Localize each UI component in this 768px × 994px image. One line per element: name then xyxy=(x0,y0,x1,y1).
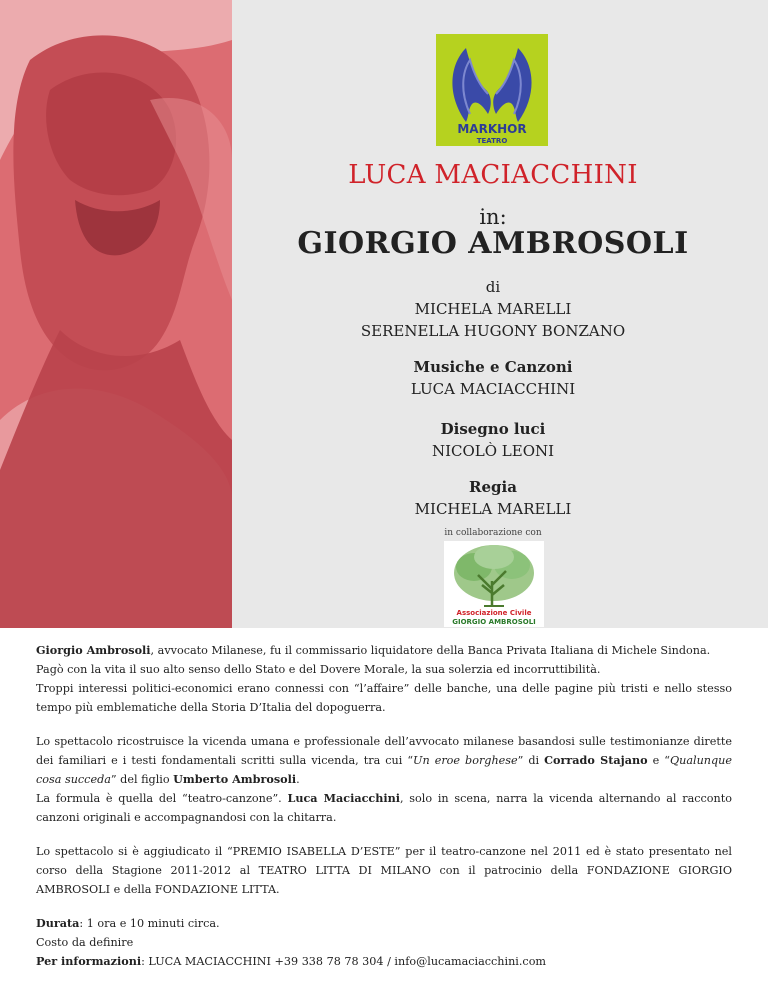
markhor-teatro-logo xyxy=(436,34,548,146)
p2-text-b: ” di xyxy=(517,754,545,767)
lights-label: Disegno luci xyxy=(440,420,546,438)
performer-bold: Luca Maciacchini xyxy=(287,791,400,805)
author-umberto: Umberto Ambrosoli xyxy=(173,772,297,786)
p2-text-e: . xyxy=(296,773,300,786)
p1-rest: , avvocato Milanese, fu il commissario liquidatore della Banca Privata Italiana di Michele Sindona. xyxy=(150,644,711,657)
teatro-wordmark: TEATRO xyxy=(476,137,508,145)
portrait-photo xyxy=(0,0,232,628)
tree-icon xyxy=(444,541,544,627)
p2-line2-b: , solo in scena, narra la vicenda alternando al racconto canzoni originali e accompagnandosi con la chitarra. xyxy=(36,792,732,824)
markhor-wordmark: MARKHOR xyxy=(457,122,527,136)
associazione-ambrosoli-logo xyxy=(444,541,544,627)
description-body xyxy=(36,641,732,971)
by-label: di xyxy=(485,278,501,296)
paragraph-2 xyxy=(36,732,732,827)
association-line-2: GIORGIO AMBROSOLI xyxy=(452,618,536,626)
duration-label: Durata xyxy=(36,916,80,930)
duration-value: : 1 ora e 10 minuti circa. xyxy=(79,917,220,930)
book-title-1: Un eroe borghese xyxy=(413,754,518,767)
collaboration-label: in collaborazione con xyxy=(444,528,542,538)
performer-name: LUCA MACIACCHINI xyxy=(348,160,638,190)
lights-value: NICOLÒ LEONI xyxy=(431,442,555,460)
author-1: MICHELA MARELLI xyxy=(414,300,572,318)
info-value: : LUCA MACIACCHINI +39 338 78 78 304 / info@lucamaciacchini.com xyxy=(141,955,547,968)
paragraph-1 xyxy=(36,641,732,717)
author-2: SERENELLA HUGONY BONZANO xyxy=(360,322,626,340)
info-label: Per informazioni xyxy=(36,954,142,968)
music-value: LUCA MACIACCHINI xyxy=(410,380,576,398)
p2-line2-a: La formula è quella del “teatro-canzone”. xyxy=(36,792,288,805)
p1-line-3: Troppi interessi politici-economici erano connessi con “l’affaire” delle banche, una delle pagine più tristi e nello stesso tempo più emblematiche della Storia D’Italia del dopoguerra. xyxy=(36,682,732,714)
p1-name: Giorgio Ambrosoli xyxy=(36,643,151,657)
music-label: Musiche e Canzoni xyxy=(413,358,573,376)
paragraph-3: Lo spettacolo si è aggiudicato il “PREMIO ISABELLA D’ESTE” per il teatro-canzone nel 2011 ed è stato presentato nel corso della Stagione 2011-2012 al TEATRO LITTA DI MILANO con il patrocinio della FONDAZIONE GIORGIO AMBROSOLI e della FONDAZIONE LITTA. xyxy=(36,845,732,896)
book-title-2: Qualunque cosa succeda xyxy=(36,754,732,786)
association-line-1: Associazione Civile xyxy=(456,609,532,617)
p2-text-c: e “ xyxy=(647,754,670,767)
direction-label: Regia xyxy=(469,478,517,496)
details-block xyxy=(36,914,732,971)
portrait-illustration xyxy=(0,0,232,628)
author-stajano: Corrado Stajano xyxy=(544,753,648,767)
p1-line-2: Pagò con la vita il suo alto senso dello Stato e del Dovere Morale, la sua solerzia ed incorruttibilità. xyxy=(36,663,601,676)
show-title: GIORGIO AMBROSOLI xyxy=(297,226,689,261)
in-label: in: xyxy=(479,205,507,229)
p2-text-a: Lo spettacolo ricostruisce la vicenda umana e professionale dell’avvocato milanese basandosi sulle testimonianze dirette dei familiari e i testi fondamentali scritti sulla vicenda, tra cui “ xyxy=(36,735,732,767)
markhor-horns-icon xyxy=(436,34,548,146)
p2-text-d: ” del figlio xyxy=(110,773,174,786)
direction-value: MICHELA MARELLI xyxy=(414,500,572,518)
cost-line: Costo da definire xyxy=(36,936,134,949)
